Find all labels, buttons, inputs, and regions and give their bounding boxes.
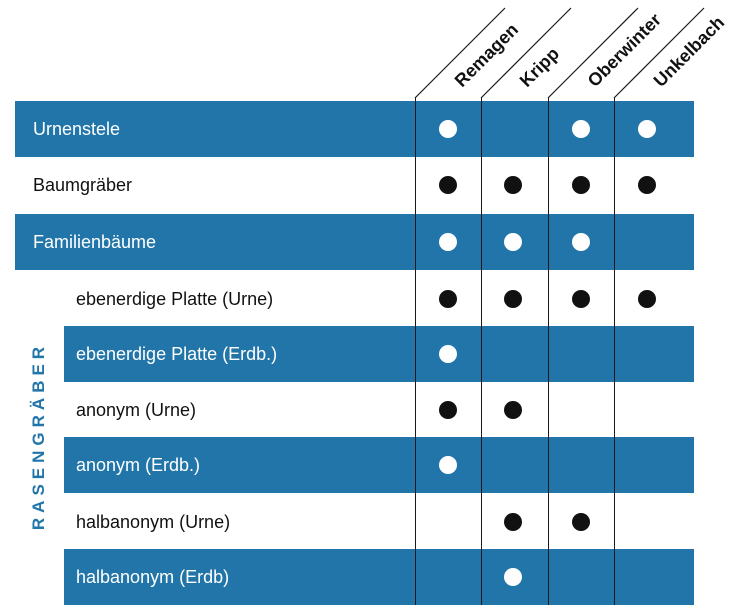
- availability-dot: [439, 401, 457, 419]
- availability-dot: [638, 120, 656, 138]
- availability-dot: [572, 176, 590, 194]
- availability-dot: [439, 176, 457, 194]
- availability-dot: [504, 290, 522, 308]
- availability-dot: [638, 176, 656, 194]
- availability-dot: [504, 176, 522, 194]
- row-label: halbanonym (Erdb): [76, 567, 230, 587]
- availability-dot: [439, 456, 457, 474]
- row-label: anonym (Urne): [76, 400, 197, 420]
- row-label: ebenerdige Platte (Urne): [76, 289, 274, 309]
- column-header-remagen: Remagen: [450, 19, 523, 91]
- availability-dot: [504, 233, 522, 251]
- column-divider: [614, 98, 615, 605]
- availability-dot: [504, 401, 522, 419]
- availability-dot: [504, 513, 522, 531]
- row-label: ebenerdige Platte (Erdb.): [76, 344, 278, 364]
- group-label-rasengraeber: RASENGRÄBER: [29, 341, 48, 531]
- availability-dot: [572, 120, 590, 138]
- row-label: Baumgräber: [33, 175, 133, 195]
- availability-dot: [439, 233, 457, 251]
- availability-dot: [504, 568, 522, 586]
- row-label: halbanonym (Urne): [76, 512, 231, 532]
- column-divider: [481, 98, 482, 605]
- row-label: anonym (Erdb.): [76, 455, 201, 475]
- availability-dot: [572, 513, 590, 531]
- row-label: Familienbäume: [33, 232, 157, 252]
- column-header-kripp: Kripp: [515, 43, 564, 91]
- availability-dot: [572, 233, 590, 251]
- column-divider: [548, 98, 549, 605]
- column-headers: [0, 0, 738, 105]
- availability-dot: [439, 345, 457, 363]
- availability-dot: [638, 290, 656, 308]
- column-divider: [415, 98, 416, 605]
- availability-dot: [439, 290, 457, 308]
- availability-dot: [439, 120, 457, 138]
- column-header-oberwinter: Oberwinter: [583, 9, 666, 91]
- row-label: Urnenstele: [33, 119, 121, 139]
- availability-dot: [572, 290, 590, 308]
- column-header-unkelbach: Unkelbach: [649, 12, 729, 91]
